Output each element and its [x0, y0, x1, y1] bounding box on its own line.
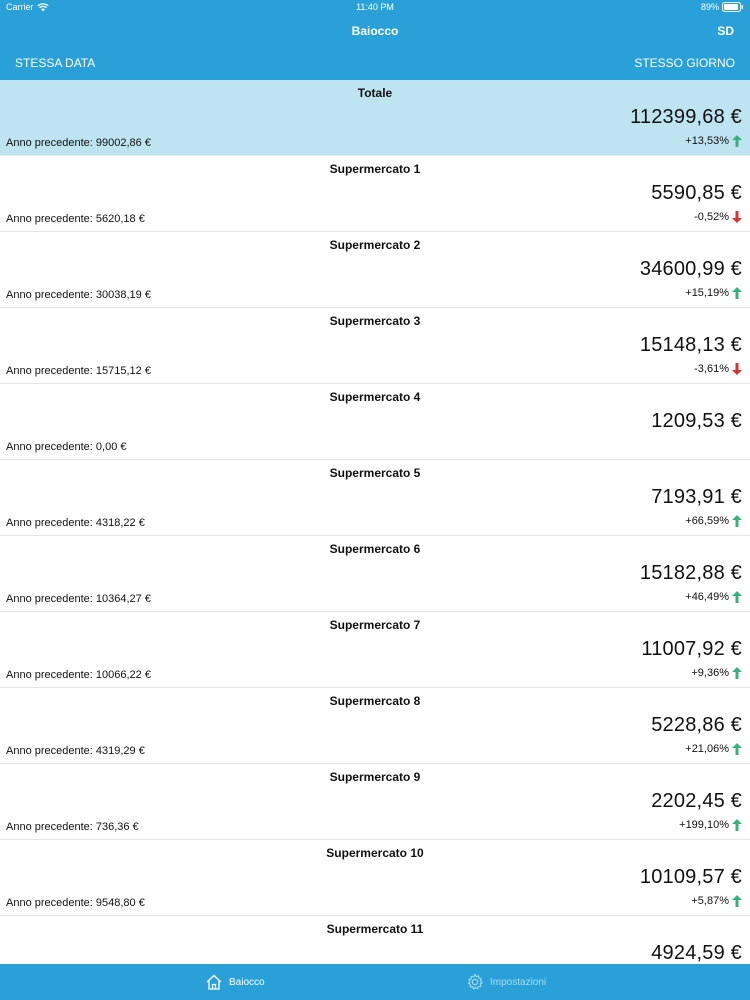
battery-percent: 89% — [700, 2, 719, 12]
tab-label: Baiocco — [229, 976, 265, 988]
arrow-up-icon — [732, 515, 742, 527]
change-percent: +13,53% — [685, 135, 729, 147]
row-value: 5590,85 € — [651, 182, 742, 204]
row-value: 7193,91 € — [651, 486, 742, 508]
change-percent: +66,59% — [685, 515, 729, 527]
store-row[interactable] — [0, 536, 750, 612]
previous-year-value: Anno precedente: 99002,86 € — [6, 137, 151, 149]
row-value: 10109,57 € — [639, 866, 742, 888]
battery-info — [701, 2, 744, 12]
arrow-up-icon — [732, 287, 742, 299]
change-percent: +21,06% — [685, 743, 729, 755]
arrow-up-icon — [732, 135, 742, 147]
row-title: Supermercato 10 — [326, 846, 424, 860]
sd-button[interactable]: SD — [717, 24, 734, 38]
change-percent: +199,10% — [679, 819, 729, 831]
row-value: 112399,68 € — [630, 106, 742, 128]
row-value: 15148,13 € — [639, 334, 742, 356]
gear-icon — [466, 973, 484, 991]
previous-year-value: Anno precedente: 30038,19 € — [6, 289, 151, 301]
arrow-up-icon — [732, 819, 742, 831]
arrow-up-icon — [732, 591, 742, 603]
store-list[interactable] — [0, 80, 750, 964]
store-row[interactable] — [0, 764, 750, 840]
tab-bar — [0, 964, 750, 1000]
previous-year-value: Anno precedente: 15715,12 € — [6, 365, 151, 377]
change-percent: +5,87% — [691, 895, 729, 907]
change-percent: -3,61% — [694, 363, 729, 375]
battery-icon — [722, 2, 744, 12]
arrow-up-icon — [732, 667, 742, 679]
change-indicator — [685, 135, 742, 147]
row-value: 15182,88 € — [639, 562, 742, 584]
previous-year-value: Anno precedente: 736,36 € — [6, 821, 139, 833]
previous-year-value: Anno precedente: 10066,22 € — [6, 669, 151, 681]
row-title: Supermercato 3 — [329, 314, 421, 328]
change-percent: +46,49% — [685, 591, 729, 603]
row-title: Totale — [357, 86, 393, 100]
row-value: 4924,59 € — [651, 942, 742, 964]
change-indicator — [691, 895, 742, 907]
store-row[interactable] — [0, 232, 750, 308]
change-indicator — [694, 363, 742, 375]
row-title: Supermercato 4 — [329, 390, 421, 404]
navigation-bar — [0, 22, 750, 42]
row-value: 1209,53 € — [651, 410, 742, 432]
row-value: 11007,92 € — [641, 638, 742, 660]
store-row[interactable] — [0, 688, 750, 764]
change-percent: +9,36% — [691, 667, 729, 679]
change-percent: -0,52% — [694, 211, 729, 223]
tab-impostazioni[interactable] — [466, 964, 546, 1000]
change-indicator — [694, 211, 742, 223]
tab-label: Impostazioni — [490, 976, 547, 988]
arrow-up-icon — [732, 743, 742, 755]
previous-year-value: Anno precedente: 0,00 € — [6, 441, 127, 453]
arrow-up-icon — [732, 895, 742, 907]
filter-bar — [0, 52, 750, 72]
previous-year-value: Anno precedente: 4319,29 € — [6, 745, 145, 757]
store-row[interactable] — [0, 308, 750, 384]
store-row[interactable] — [0, 460, 750, 536]
change-percent: +15,19% — [685, 287, 729, 299]
row-title: Supermercato 8 — [329, 694, 421, 708]
row-value: 5228,86 € — [651, 714, 742, 736]
row-title: Supermercato 2 — [329, 238, 421, 252]
previous-year-value: Anno precedente: 9548,80 € — [6, 897, 145, 909]
status-bar — [0, 0, 750, 16]
header — [0, 0, 750, 80]
clock: 11:40 PM — [356, 2, 394, 12]
previous-year-value: Anno precedente: 5620,18 € — [6, 213, 145, 225]
change-indicator — [679, 819, 742, 831]
carrier-label: Carrier — [6, 2, 34, 12]
store-row[interactable] — [0, 612, 750, 688]
store-row[interactable] — [0, 840, 750, 916]
row-title: Supermercato 5 — [329, 466, 421, 480]
change-indicator — [685, 743, 742, 755]
change-indicator — [685, 591, 742, 603]
row-title: Supermercato 9 — [329, 770, 421, 784]
change-indicator — [685, 515, 742, 527]
arrow-down-icon — [732, 363, 742, 375]
store-row[interactable] — [0, 156, 750, 232]
row-title: Supermercato 6 — [329, 542, 421, 556]
change-indicator — [691, 667, 742, 679]
page-title: Baiocco — [351, 24, 399, 38]
previous-year-value: Anno precedente: 4318,22 € — [6, 517, 145, 529]
change-indicator — [685, 287, 742, 299]
row-value: 34600,99 € — [639, 258, 742, 280]
row-title: Supermercato 11 — [326, 922, 424, 936]
same-date-filter-button[interactable]: STESSA DATA — [15, 56, 96, 70]
store-row[interactable] — [0, 916, 750, 964]
previous-year-value: Anno precedente: 10364,27 € — [6, 593, 151, 605]
same-day-filter-button[interactable]: STESSO GIORNO — [634, 56, 735, 70]
row-title: Supermercato 1 — [329, 162, 421, 176]
row-value: 2202,45 € — [651, 790, 742, 812]
arrow-down-icon — [732, 211, 742, 223]
total-row[interactable] — [0, 80, 750, 156]
store-row[interactable] — [0, 384, 750, 460]
tab-baiocco[interactable] — [205, 964, 265, 1000]
home-icon — [205, 973, 223, 991]
row-title: Supermercato 7 — [329, 618, 421, 632]
